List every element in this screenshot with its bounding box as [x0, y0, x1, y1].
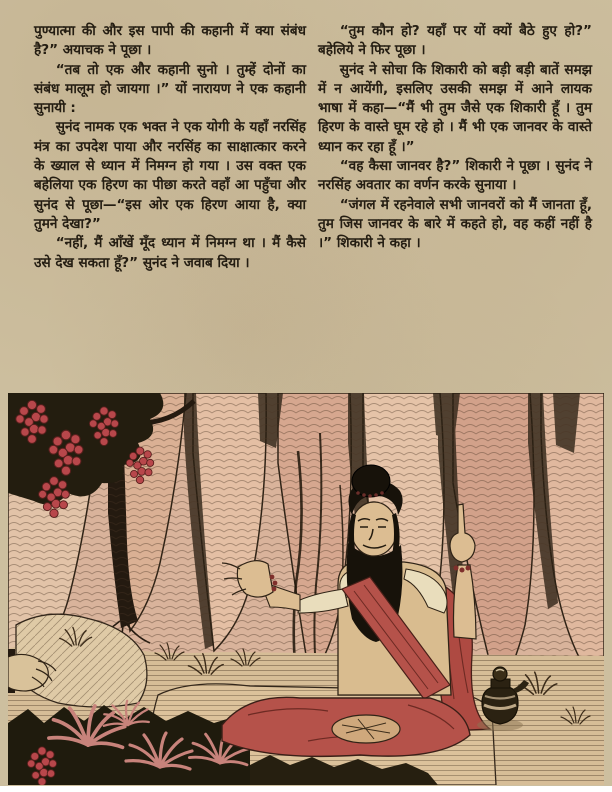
paragraph: पुण्यात्मा की और इस पापी की कहानी में क्या संबंध है?” अयाचक ने पूछा ।: [34, 23, 306, 59]
paragraph: “तुम कौन हो? यहाँ पर यों क्यों बैठे हुए हो?” बहेलिये ने फिर पूछा ।: [318, 23, 592, 59]
story-text: [0, 0, 612, 392]
text-column-left: [34, 22, 306, 388]
story-illustration: [8, 393, 604, 785]
paragraph: सुनंद ने सोचा कि शिकारी को बड़ी बड़ी बातें समझ में न आयेंगी, इसलिए उसकी समझ में आने लायक भाषा में कहा—“मैं भी तुम जैसे एक शिकारी हूँ । तुम हिरण के वास्ते घूम रहे हो । मैं भी एक जानवर के वास्ते ध्यान कर रहा हूँ ।”: [318, 61, 592, 155]
paragraph: “नहीं, मैं आँखें मूँद ध्यान में निमग्न था । मैं कैसे उसे देख सकता हूँ?” सुनंद ने जवाब दिया ।: [34, 235, 306, 271]
text-column-right: [318, 22, 592, 388]
paragraph: “जंगल में रहनेवाले सभी जानवरों को मैं जानता हूँ, तुम जिस जानवर के बारे में कहते हो, वह कहीं नहीं है ।” शिकारी ने कहा ।: [318, 196, 592, 252]
paragraph: “तब तो एक और कहानी सुनो । तुम्हें दोनों का संबंध मालूम हो जायगा ।” यों नारायण ने एक कहानी सुनायी :: [34, 61, 306, 117]
paragraph: सुनंद नामक एक भक्त ने एक योगी के यहाँ नरसिंह मंत्र का उपदेश पाया और नरसिंह का साक्षात्कार करने के ख्याल से ध्यान में निमग्न हो गया । उस वक्त एक बहेलिया एक हिरण का पीछा करते वहाँ आ पहुँचा और सुनंद से पूछा—“इस ओर एक हिरण आया है, क्या तुमने देखा?”: [34, 119, 306, 232]
paragraph: “वह कैसा जानवर है?” शिकारी ने पूछा । सुनंद ने नरसिंह अवतार का वर्णन करके सुनाया ।: [318, 158, 592, 194]
